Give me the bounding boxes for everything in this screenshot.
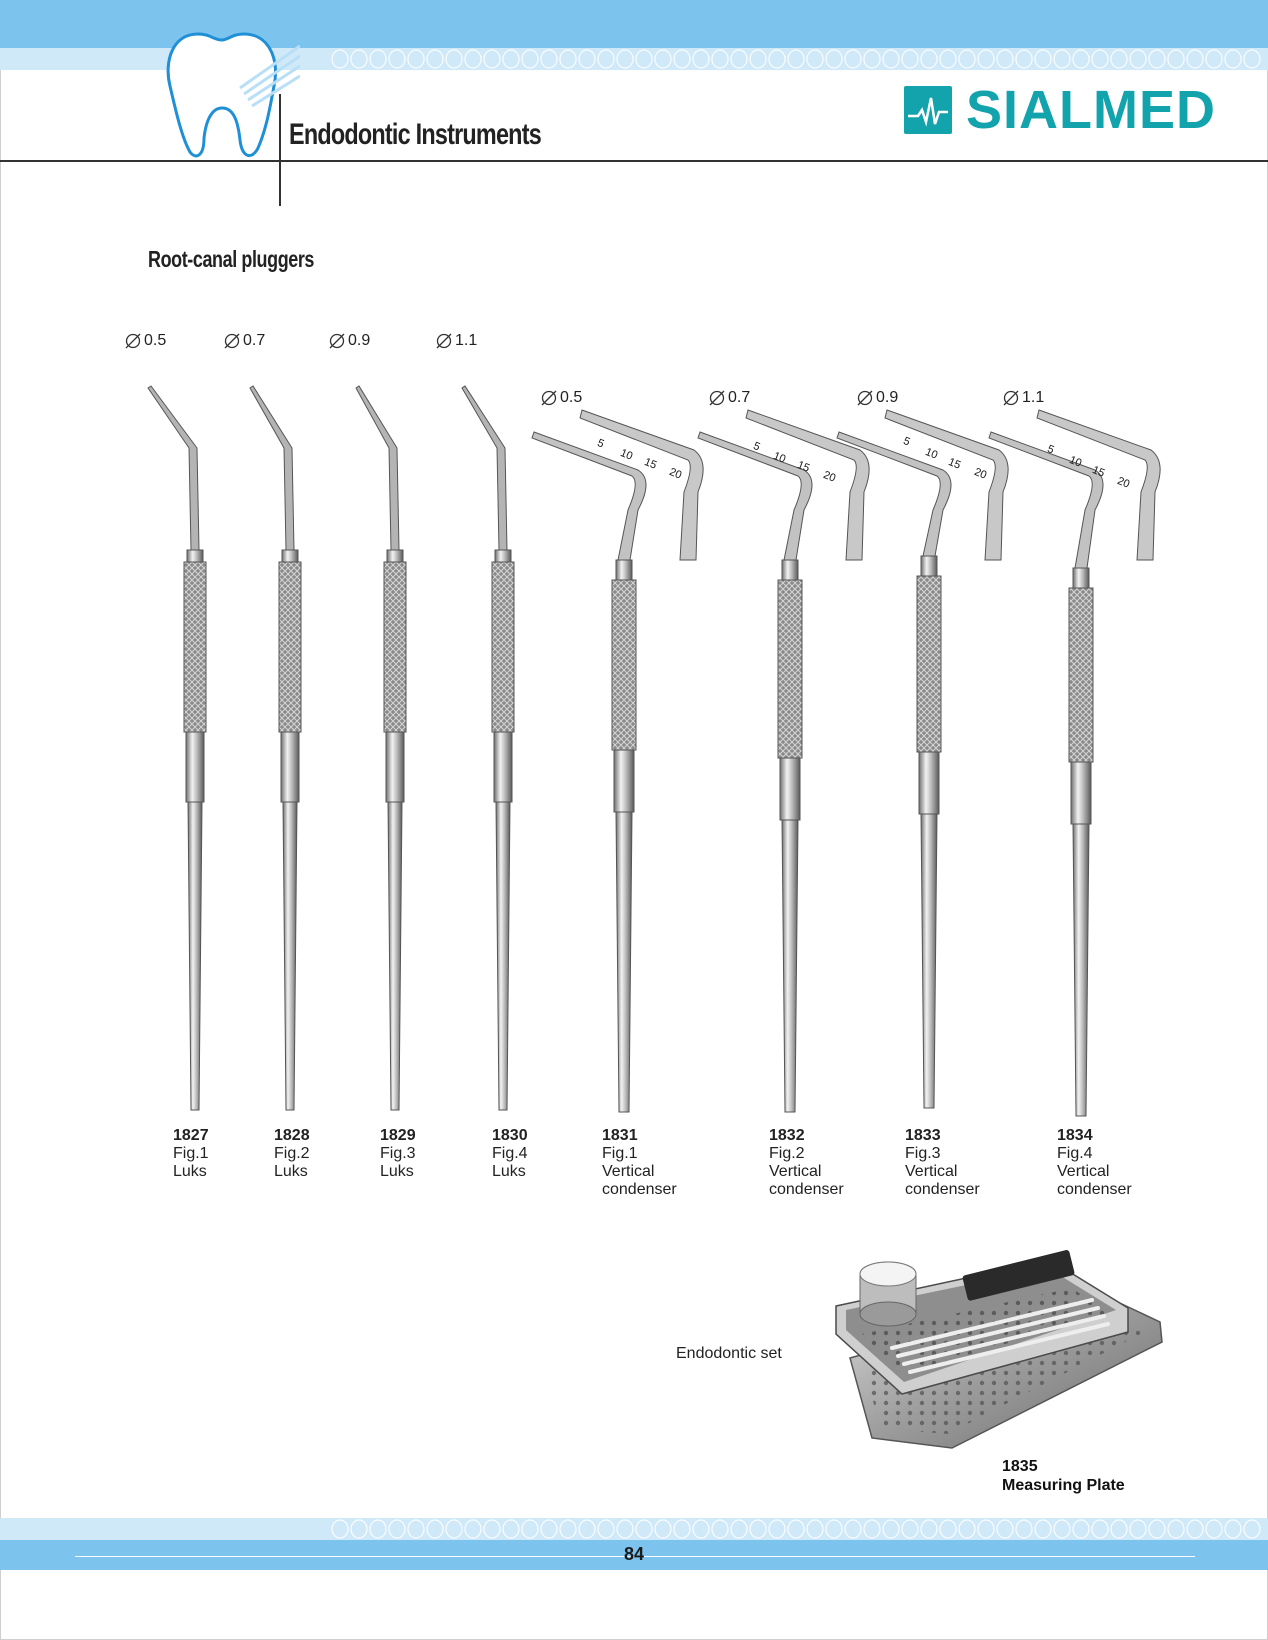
diameter-value: 0.5 [144,332,167,349]
instrument-code: 1834 [1057,1127,1093,1144]
instrument-fig: Fig.2 [769,1145,805,1162]
instrument-name-2: condenser [769,1181,844,1198]
diameter-icon [124,332,142,350]
header-rule [0,160,1268,162]
section-title: Endodontic Instruments [289,118,541,151]
instrument-ferrule [1073,568,1089,588]
pattern-oval [826,50,842,68]
depth-mark: 15 [795,459,812,475]
pattern-oval [1035,50,1051,68]
instrument-collar [281,732,299,802]
pattern-oval [351,50,367,68]
pattern-oval [446,50,462,68]
pattern-oval [1168,50,1184,68]
instrument-collar [186,732,204,802]
instrument-ferrule [495,550,511,562]
diameter-value: 0.7 [728,389,751,406]
instrument-ferrule [616,560,632,580]
footer-band-light [0,1518,1268,1540]
instrument-name-2: condenser [602,1181,677,1198]
instrument-collar [1071,762,1091,824]
pattern-oval [1206,50,1222,68]
pattern-oval [769,50,785,68]
instrument-caption [769,1127,844,1199]
set-caption [1002,1457,1125,1495]
instrument-collar [614,750,634,812]
pattern-oval [750,50,766,68]
pattern-oval [997,1520,1013,1538]
pattern-oval [940,50,956,68]
instrument-caption [1057,1127,1132,1199]
pattern-oval [864,1520,880,1538]
pattern-oval [921,50,937,68]
instrument-code: 1828 [274,1127,310,1144]
instrument-name: Luks [380,1163,414,1180]
instrument-name: Vertical [769,1163,822,1180]
pattern-oval [1130,1520,1146,1538]
diameter-value: 0.7 [243,332,266,349]
pattern-oval [579,1520,595,1538]
instrument-ferrule [782,560,798,580]
pattern-oval [826,1520,842,1538]
pattern-oval [332,1520,348,1538]
instrument-fig: Fig.2 [274,1145,310,1162]
depth-mark: 15 [642,456,659,472]
pattern-oval [446,1520,462,1538]
diameter-icon [435,332,453,350]
pattern-oval [940,1520,956,1538]
pattern-oval [1092,50,1108,68]
instrument-handle [1073,824,1089,1116]
pattern-oval [1054,50,1070,68]
instrument-fig: Fig.4 [1057,1145,1093,1162]
pattern-oval [389,1520,405,1538]
pattern-oval [522,1520,538,1538]
pattern-oval [902,1520,918,1538]
pattern-oval [807,1520,823,1538]
pattern-oval [1016,50,1032,68]
pattern-oval [1187,50,1203,68]
instrument-fig: Fig.3 [905,1145,941,1162]
instrument-knurled-grip [492,562,514,732]
instrument-caption [602,1127,677,1199]
pattern-oval [636,1520,652,1538]
instrument-fig: Fig.1 [173,1145,209,1162]
instrument-handle [388,802,402,1110]
instrument-code: 1831 [602,1127,638,1144]
instrument-tip [250,386,294,550]
depth-mark: 5 [595,437,606,451]
instrument-collar [494,732,512,802]
pattern-oval [655,1520,671,1538]
pattern-oval [1092,1520,1108,1538]
pattern-oval [503,1520,519,1538]
pattern-oval [921,1520,937,1538]
depth-mark: 5 [901,435,912,449]
endodontic-set-photo [832,1238,1170,1458]
instrument-knurled-grip [184,562,206,732]
pattern-oval [959,50,975,68]
pattern-oval [1225,50,1241,68]
instrument-knurled-grip [778,580,802,758]
instrument-ferrule [187,550,203,562]
depth-mark: 20 [972,466,989,482]
pattern-oval [978,50,994,68]
pattern-oval [1225,1520,1241,1538]
depth-mark: 20 [821,469,838,485]
title-divider [279,94,281,206]
instrument-name: Luks [492,1163,526,1180]
pattern-oval [674,1520,690,1538]
instrument-ferrule [282,550,298,562]
pattern-oval [845,50,861,68]
pattern-oval [1111,1520,1127,1538]
pattern-oval [560,50,576,68]
brand-logo [904,80,1216,140]
pattern-oval [1244,50,1260,68]
diameter-label [223,332,265,350]
instrument-name: Luks [173,1163,207,1180]
endodontic-set-label: Endodontic set [676,1345,782,1362]
pattern-oval [541,50,557,68]
diameter-value: 0.9 [876,389,899,406]
instrument-caption [274,1127,310,1181]
pattern-oval [693,50,709,68]
instrument-caption [380,1127,416,1181]
instrument-ferrule [387,550,403,562]
set-name: Measuring Plate [1002,1477,1125,1494]
pattern-oval [332,50,348,68]
instrument-code: 1832 [769,1127,805,1144]
instruments-illustration [0,370,1268,1130]
pattern-oval [750,1520,766,1538]
instrument-handle [283,802,297,1110]
pattern-oval [465,1520,481,1538]
pattern-oval [788,1520,804,1538]
diameter-label [328,332,370,350]
diameter-icon [223,332,241,350]
depth-mark: 5 [751,440,762,454]
pattern-oval [864,50,880,68]
pattern-oval [579,50,595,68]
brand-name: SIALMED [966,80,1216,140]
depth-mark: 10 [618,447,635,463]
pattern-oval [427,1520,443,1538]
pattern-oval [560,1520,576,1538]
diameter-icon [328,332,346,350]
pattern-oval [1111,50,1127,68]
pattern-oval [408,1520,424,1538]
instrument-code: 1829 [380,1127,416,1144]
diameter-value: 0.5 [560,389,583,406]
pattern-oval [427,50,443,68]
pattern-oval [598,50,614,68]
pattern-oval [788,50,804,68]
diameter-value: 0.9 [348,332,371,349]
pattern-oval [598,1520,614,1538]
instrument-code: 1827 [173,1127,209,1144]
pattern-oval [712,50,728,68]
subtitle: Root-canal pluggers [148,246,315,272]
pattern-oval [351,1520,367,1538]
instrument-knurled-grip [612,580,636,750]
depth-mark: 15 [946,456,963,472]
instrument-knurled-grip [384,562,406,732]
instrument-code: 1833 [905,1127,941,1144]
pattern-oval [1035,1520,1051,1538]
instrument-fig: Fig.3 [380,1145,416,1162]
pattern-oval [959,1520,975,1538]
instrument-tip [356,386,399,550]
instrument-knurled-grip [917,576,941,752]
instrument-name: Vertical [602,1163,655,1180]
instrument-knurled-grip [1069,588,1093,762]
pattern-oval [845,1520,861,1538]
pattern-oval [674,50,690,68]
pattern-oval [617,1520,633,1538]
pattern-oval [1016,1520,1032,1538]
pattern-oval [655,50,671,68]
pattern-oval [1187,1520,1203,1538]
pattern-oval [484,1520,500,1538]
pattern-oval [712,1520,728,1538]
pattern-oval [617,50,633,68]
footer-circle-pattern [0,1518,1268,1540]
instrument-name: Vertical [1057,1163,1110,1180]
instrument-name-2: condenser [905,1181,980,1198]
instrument-tip [462,386,507,550]
pattern-oval [1073,1520,1089,1538]
pattern-oval [1149,50,1165,68]
instrument-knurled-grip [279,562,301,732]
instrument-ferrule [921,556,937,576]
pattern-oval [408,50,424,68]
pattern-oval [1130,50,1146,68]
pattern-oval [769,1520,785,1538]
instrument-handle [921,814,937,1108]
set-code: 1835 [1002,1458,1038,1475]
instrument-fig: Fig.1 [602,1145,638,1162]
instrument-caption [173,1127,209,1181]
instrument-handle [616,812,632,1112]
instrument-handle [188,802,202,1110]
pattern-oval [503,50,519,68]
depth-mark: 10 [923,446,940,462]
depth-mark: 5 [1045,443,1056,457]
depth-mark: 20 [1115,475,1132,491]
pattern-oval [1054,1520,1070,1538]
instrument-collar [919,752,939,814]
instrument-tip [148,386,199,550]
pattern-oval [636,50,652,68]
instrument-fig: Fig.4 [492,1145,528,1162]
page-number: 84 [623,1544,645,1564]
depth-mark: 10 [1067,454,1084,470]
pattern-oval [997,50,1013,68]
pattern-oval [370,1520,386,1538]
diameter-value: 1.1 [1022,389,1045,406]
diameter-label [124,332,166,350]
diameter-label [435,332,477,350]
depth-mark: 20 [667,466,684,482]
pattern-oval [902,50,918,68]
pattern-oval [807,50,823,68]
instrument-collar [386,732,404,802]
pattern-oval [978,1520,994,1538]
pattern-oval [731,50,747,68]
instrument-name: Vertical [905,1163,958,1180]
instrument-name-2: condenser [1057,1181,1132,1198]
pattern-oval [1168,1520,1184,1538]
pattern-oval [389,50,405,68]
pattern-oval [693,1520,709,1538]
pattern-oval [541,1520,557,1538]
instrument-collar [780,758,800,820]
ecg-pulse-icon [904,86,952,134]
pattern-oval [484,50,500,68]
instrument-caption [492,1127,528,1181]
pattern-oval [883,50,899,68]
pattern-oval [465,50,481,68]
pattern-oval [1244,1520,1260,1538]
depth-mark: 10 [771,450,788,466]
instrument-handle [496,802,510,1110]
pattern-oval [883,1520,899,1538]
instrument-handle [782,820,798,1112]
instrument-code: 1830 [492,1127,528,1144]
instrument-name: Luks [274,1163,308,1180]
pattern-oval [522,50,538,68]
depth-mark: 15 [1090,464,1107,480]
pattern-oval [1206,1520,1222,1538]
pattern-oval [731,1520,747,1538]
pattern-oval [1073,50,1089,68]
pattern-oval [370,50,386,68]
instrument-caption [905,1127,980,1199]
pattern-oval [1149,1520,1165,1538]
diameter-value: 1.1 [455,332,478,349]
